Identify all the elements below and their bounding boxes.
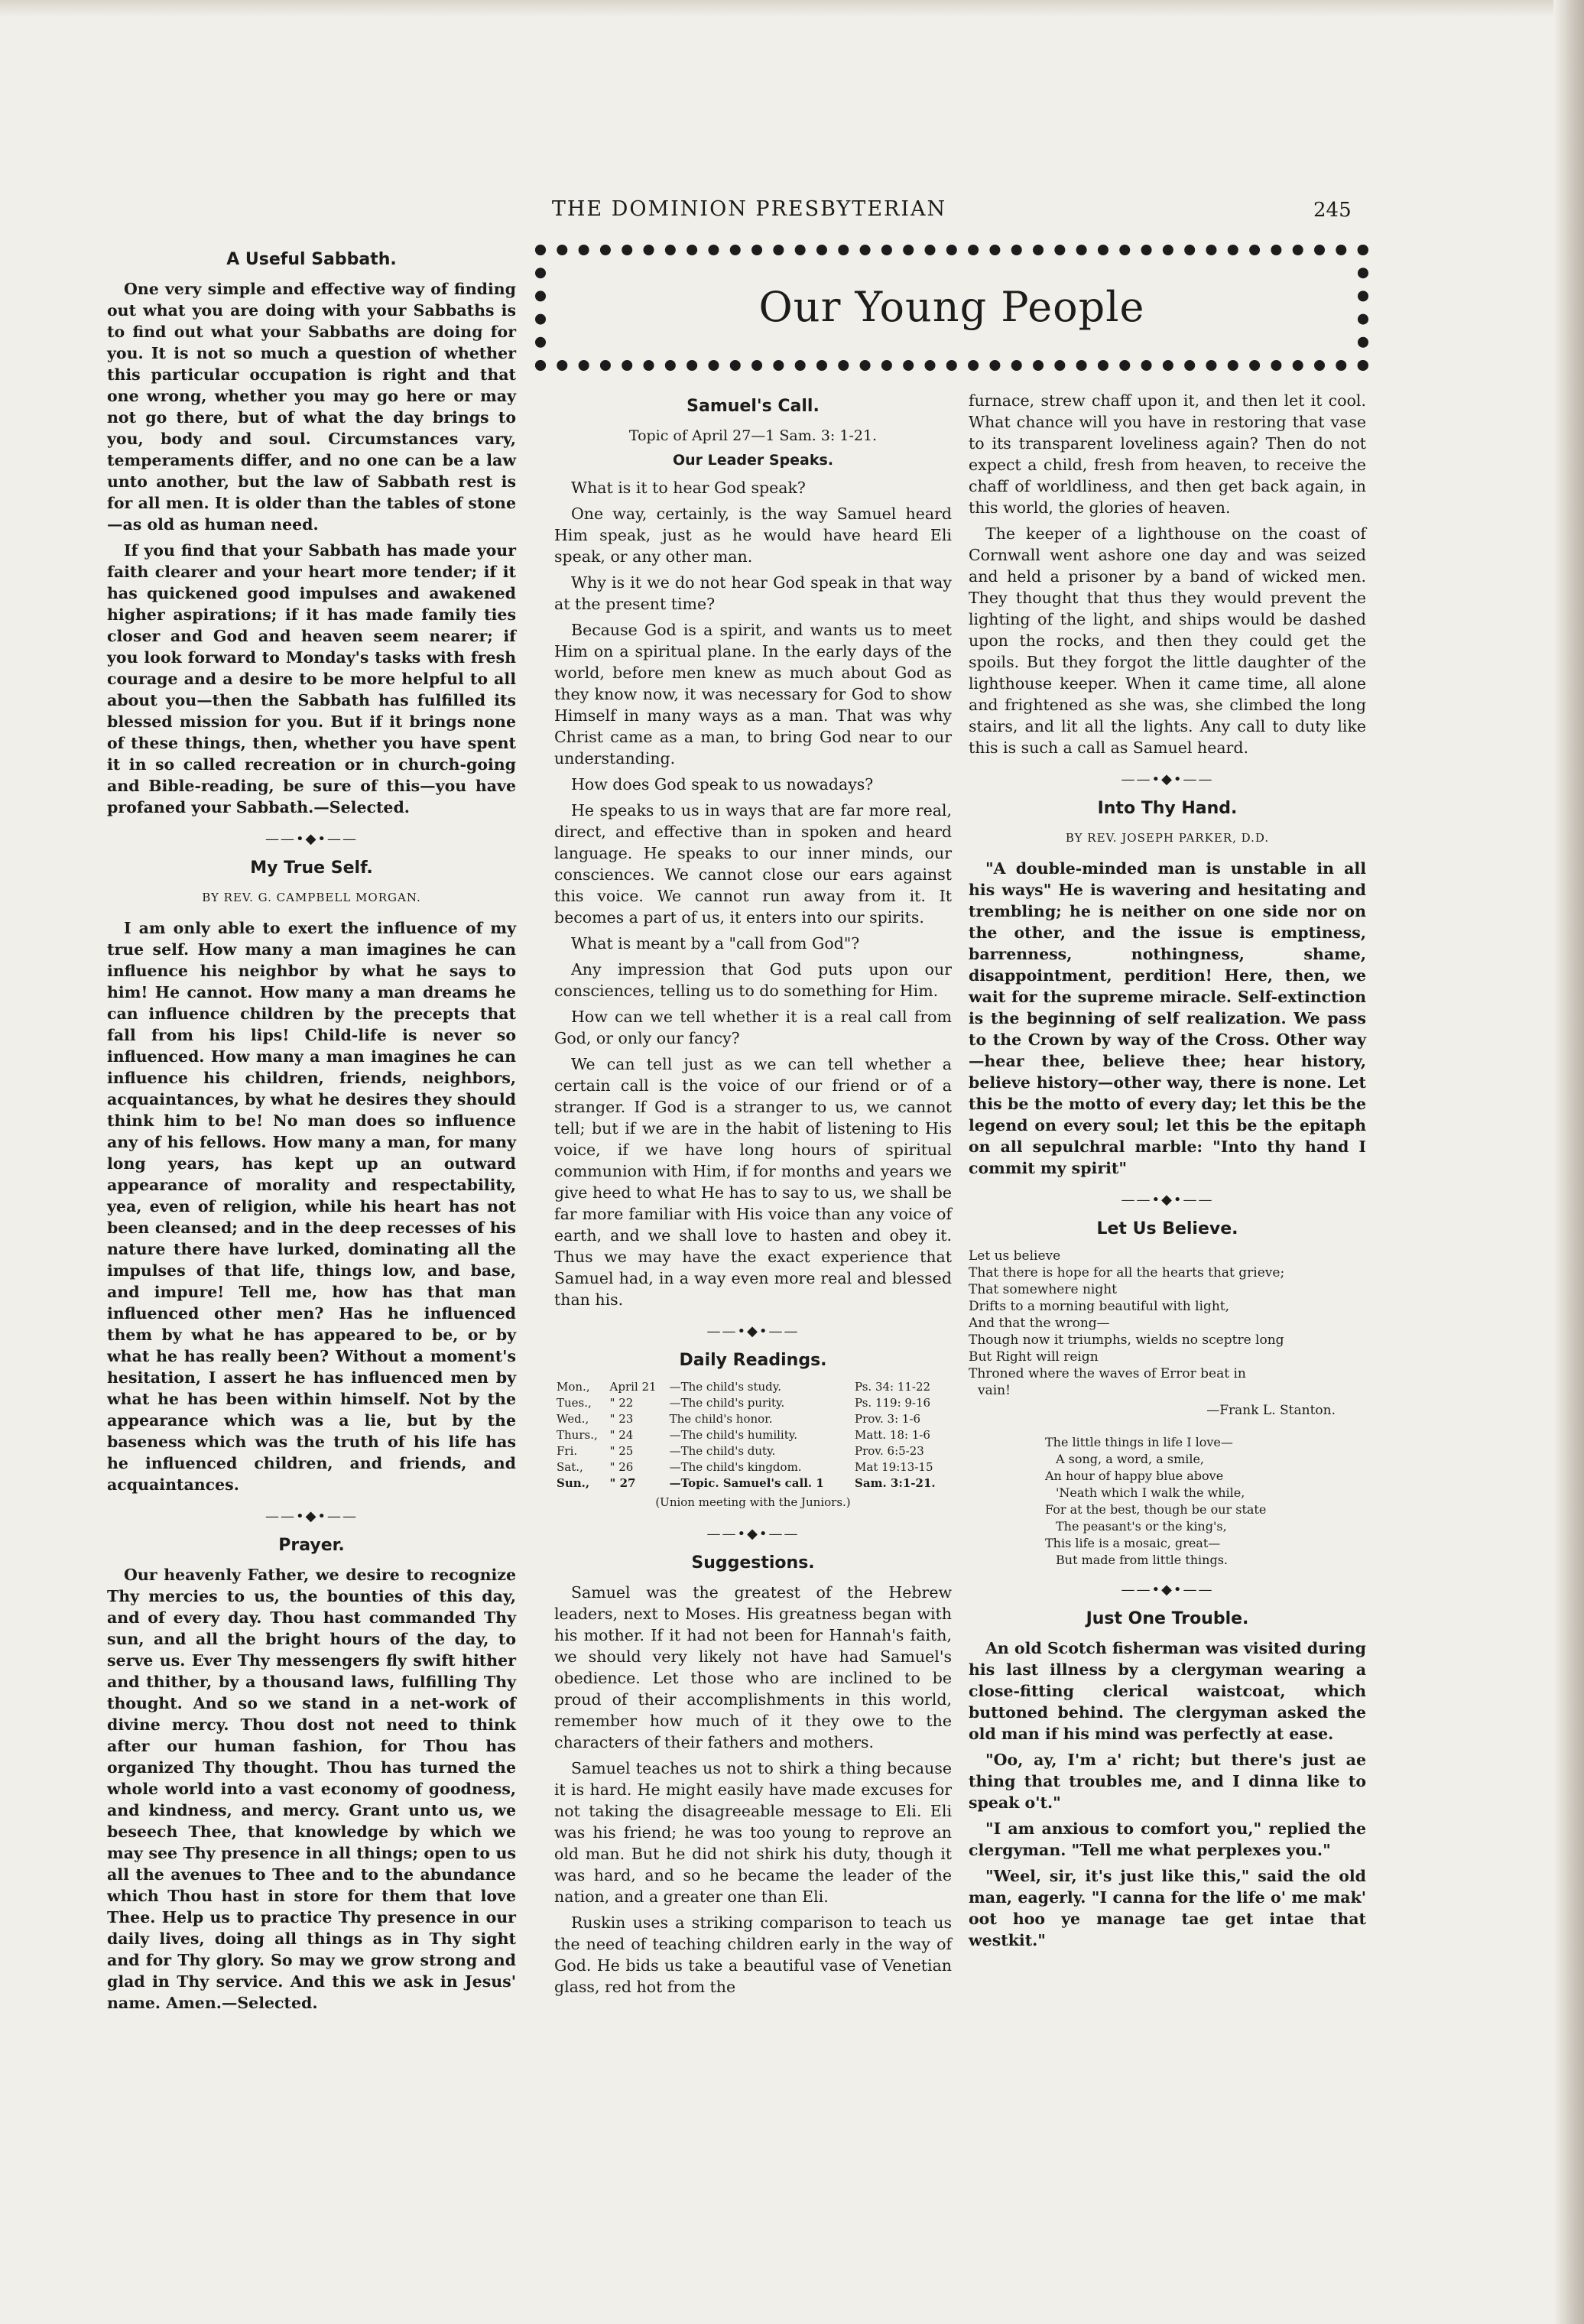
left-column [107, 243, 516, 2018]
running-title: THE DOMINION PRESBYTERIAN [551, 197, 947, 221]
paragraph: One very simple and effective way of finding out what you are doing with your Sabbaths is to find out what your Sabbaths are doing for you. It is not so much a question of whether this particular occupation is right and that one wrong, whether you may go here or may not go there, but of what the day brings to you, body and soul. Circumstances vary, temperaments differ, and no one can be a law unto another, but the law of Sabbath rest is for all men. It is older than the tables of stone—as old as human need. [107, 280, 516, 534]
paragraph: What is meant by a "call from God"? [571, 934, 860, 953]
poem-line: The little things in life I love— [1045, 1435, 1233, 1449]
paragraph: Any impression that God puts upon our consciences, telling us to do something for Him. [554, 960, 952, 1000]
right-column [969, 390, 1366, 1956]
paragraph: "Oo, ay, I'm a' richt; but there's just ae thing that troubles me, and I dinna like to speak o't." [969, 1751, 1366, 1812]
paragraph: Samuel teaches us not to shirk a thing because it is hard. He might easily have made excuses for not taking the disagreeable message to Eli. Eli was his friend; he was too young to reprove an old man. But he did not shirk his duty, though it was hard, and so he became the leader of the nation, and a greater one than Eli. [554, 1759, 952, 1906]
page-edge-top [0, 0, 1584, 17]
poem-line: For at the best, though be our state [1045, 1502, 1267, 1517]
divider: ——•◆•—— [706, 1323, 800, 1339]
paragraph: "A double-minded man is unstable in all his ways" He is wavering and hesitating and trembling; he is neither on one side nor on the other, and the issue is emptiness, barrenness, nothingness, shame, disappointment, perdition! Here, then, we wait for the supreme miracle. Self-extinction is the beginning of self realization. We pass to the Crown by way of the Cross. Other way—hear thee, believe thee; hear history, believe history—other way, there is none. Let this be the motto of every day; let this be the legend on every soul; let this be the epitaph on all sepulchral marble: "Into thy hand I commit my spirit" [969, 859, 1366, 1177]
byline: BY REV. G. CAMPBELL MORGAN. [202, 891, 421, 904]
paragraph: An old Scotch fisherman was visited during his last illness by a clergyman wearing a close-fitting clerical waistcoat, which buttoned behind. The clergyman asked the old man if his mind was perfectly at ease. [969, 1639, 1366, 1743]
poem-little-things [1045, 1434, 1366, 1569]
poem-author: —Frank L. Stanton. [1206, 1403, 1336, 1418]
paragraph: Samuel was the greatest of the Hebrew leaders, next to Moses. His greatness began with his mother. If it had not been for Hannah's faith, we should very likely not have had Samuel's obedience. Let those who are inclined to be proud of their accomplishments in this world, remember how much of it they owe to the characters of their fathers and mothers. [554, 1583, 952, 1751]
table-row: Sat., " 26 —The child's kingdom. Mat 19:13-15 [557, 1460, 933, 1474]
paragraph: How does God speak to us nowadays? [571, 775, 874, 794]
poem-line: And that the wrong— [969, 1316, 1110, 1331]
table-row: Sun., " 27 —Topic. Samuel's call. 1 Sam. 3:1-21. [557, 1476, 936, 1490]
article-title-into-thy-hand: Into Thy Hand. [1097, 799, 1238, 818]
paragraph: Why is it we do not hear God speak in that way at the present time? [554, 573, 952, 613]
section-banner [535, 245, 1368, 371]
poem-line: But Right will reign [969, 1349, 1099, 1365]
paragraph: Our heavenly Father, we desire to recognize Thy mercies to us, the bounties of this day, and of every day. Thou hast commanded Thy sun, and all the bright hours of the day, to serve us. Ever Thy messengers fly swift hither and thither, by a thousand laws, fulfilling Thy thought. And so we stand in a net-work of divine mercy. Thou dost not need to think after our human fashion, for Thou has organized Thy thought. Thou has turned the whole world into a vast economy of goodness, and kindness, and mercy. Grant unto us, we beseech Thee, that knowledge by which we may see Thy presence in all things; open to us all the avenues to Thee and to the abundance which Thou hast in store for them that love Thee. Help us to practice Thy presence in our daily lives, doing all things as in Thy sight and for Thy glory. So may we grow strong and glad in Thy service. And this we ask in Jesus' name. Amen.—Selected. [107, 1566, 516, 2012]
paragraph: He speaks to us in ways that are far more real, direct, and effective than in spoken and heard language. He speaks to our inner minds, our consciences. We cannot close our ears against this voice. We cannot run away from it. It becomes a part of us, it enters into our spirits. [554, 801, 952, 927]
poem-line: 'Neath which I walk the while, [1056, 1485, 1245, 1500]
paragraph: We can tell just as we can tell whether a certain call is the voice of our friend or of a stranger. If God is a stranger to us, we cannot tell; but if we are in the habit of listening to His voice, if we have long hours of spiritual communion with Him, if for months and years we give heed to what He has to say to us, we shall be far more familiar with His voice than any voice of earth, and we shall love to hasten and obey it. Thus we may have the exact experience that Samuel had, in a way even more real and blessed than his. [554, 1055, 952, 1309]
divider: ——•◆•—— [1121, 771, 1214, 787]
article-title-samuels-call: Samuel's Call. [687, 397, 820, 416]
paragraph: furnace, strew chaff upon it, and then let it cool. What chance will you have in restoring that vase to its transparent loveliness again? Then do not expect a child, fresh from heaven, to receive the chaff of worldliness, and then get back again, in this world, the glories of heaven. [969, 391, 1366, 517]
article-title-useful-sabbath: A Useful Sabbath. [226, 250, 397, 269]
page-number: 245 [1313, 199, 1352, 222]
daily-readings-table [554, 1379, 952, 1491]
banner-title: Our Young People [758, 283, 1145, 331]
poem-line: This life is a mosaic, great— [1045, 1536, 1221, 1550]
paragraph: What is it to hear God speak? [571, 479, 806, 497]
leader-title: Our Leader Speaks. [672, 452, 834, 469]
divider: ——•◆•—— [706, 1526, 800, 1542]
page-edge-right [1553, 0, 1584, 2324]
table-row: Tues., " 22 —The child's purity. Ps. 119: 9-16 [557, 1396, 931, 1410]
divider: ——•◆•—— [1121, 1582, 1214, 1598]
divider: ——•◆•—— [265, 1508, 359, 1524]
divider: ——•◆•—— [265, 831, 359, 847]
article-title-just-one-trouble: Just One Trouble. [1086, 1609, 1249, 1628]
table-row: Thurs., " 24 —The child's humility. Matt. 18: 1-6 [557, 1428, 930, 1442]
byline: BY REV. JOSEPH PARKER, D.D. [1065, 831, 1270, 845]
topic-line: Topic of April 27—1 Sam. 3: 1-21. [628, 427, 878, 444]
table-row: Mon., April 21 —The child's study. Ps. 34: 11-22 [557, 1380, 931, 1394]
poem-title-let-us-believe: Let Us Believe. [1096, 1219, 1238, 1238]
divider: ——•◆•—— [1121, 1192, 1214, 1208]
poem-line: An hour of happy blue above [1045, 1469, 1224, 1483]
poem-line: Though now it triumphs, wields no sceptre long [969, 1332, 1284, 1348]
paragraph: "Weel, sir, it's just like this," said the old man, eagerly. "I canna for the life o' me mak' oot hoo ye manage tae get intae that westkit." [969, 1867, 1366, 1949]
poem-line: Drifts to a morning beautiful with light, [969, 1299, 1230, 1314]
suggestions-title: Suggestions. [691, 1553, 815, 1573]
poem-line: vain! [978, 1383, 1011, 1398]
poem-line: That somewhere night [969, 1282, 1117, 1297]
article-title-prayer: Prayer. [278, 1536, 345, 1555]
paragraph: How can we tell whether it is a real call from God, or only our fancy? [554, 1008, 952, 1047]
paragraph: One way, certainly, is the way Samuel heard Him speak, just as he would have heard Eli speak, or any other man. [554, 505, 952, 566]
readings-note: (Union meeting with the Juniors.) [655, 1495, 851, 1509]
paragraph: Ruskin uses a striking comparison to teach us the need of teaching children early in the way of God. He bids us take a beautiful vase of Venetian glass, red hot from the [554, 1913, 952, 1996]
paragraph: "I am anxious to comfort you," replied the clergyman. "Tell me what perplexes you." [969, 1819, 1366, 1859]
middle-column [554, 390, 952, 2002]
paragraph: If you find that your Sabbath has made your faith clearer and your heart more tender; if it has quickened good impulses and awakened higher aspirations; if it has made family ties closer and God and heaven seem nearer; if you look forward to Monday's tasks with fresh courage and a desire to be more helpful to all about you—then the Sabbath has fulfilled its blessed mission for you. But if it brings none of these things, then, whether you have spent it in so called recreation or in church-going and Bible-reading, be sure of this—you have profaned your Sabbath.—Selected. [107, 541, 516, 816]
poem-line: Throned where the waves of Error beat in [969, 1366, 1246, 1381]
poem-line: That there is hope for all the hearts that grieve; [969, 1265, 1285, 1280]
article-title-true-self: My True Self. [250, 859, 373, 878]
daily-readings-title: Daily Readings. [679, 1351, 827, 1370]
poem-line: A song, a word, a smile, [1056, 1452, 1205, 1466]
poem-line: But made from little things. [1056, 1553, 1229, 1567]
poem-let-us-believe [969, 1248, 1366, 1419]
paragraph: Because God is a spirit, and wants us to meet Him on a spiritual plane. In the early days of the world, before men knew as much about God as they know now, it was necessary for God to show Himself in many ways as a man. That was why Christ came as a man, to bring God near to our understanding. [554, 621, 952, 768]
paragraph: I am only able to exert the influence of my true self. How many a man imagines he can influence his neighbor by what he says to him! He cannot. How many a man dreams he can influence children by the precepts that fall from his lips! Child-life is never so influenced. How many a man imagines he can influence his children, friends, neighbors, acquaintances, by what he desires they should think him to be! No man does so influence any of his fellows. How many a man, for many long years, has kept up an outward appearance of morality and respectability, yea, even of religion, while his heart has not been cleansed; and in the deep recesses of his nature there have lurked, dominating all the impulses of that life, things low, and base, and impure! Tell me, how has that man influenced other men? Has he influenced them by what he has appeared to be, or by what he has really been? Without a moment's hesitation, I assert he has influenced men by what he has been within himself. Not by the appearance which was a lie, but by the baseness which was the truth of his life has he influenced children, and friends, and acquaintances. [107, 919, 516, 1494]
poem-line: The peasant's or the king's, [1056, 1519, 1227, 1534]
table-row: Wed., " 23 The child's honor. Prov. 3: 1-6 [557, 1412, 921, 1426]
table-row: Fri. " 25 —The child's duty. Prov. 6:5-23 [557, 1444, 924, 1458]
paragraph: The keeper of a lighthouse on the coast of Cornwall went ashore one day and was seized and held a prisoner by a band of wicked men. They thought that thus they would prevent the lighting of the light, and ships would be dashed upon the rocks, and then they could get the spoils. But they forgot the little daughter of the lighthouse keeper. When it came time, all alone and frightened as she was, she climbed the long stairs, and lit all the lights. Any call to duty like this is such a call as Samuel heard. [969, 524, 1366, 757]
poem-line: Let us believe [969, 1248, 1061, 1264]
